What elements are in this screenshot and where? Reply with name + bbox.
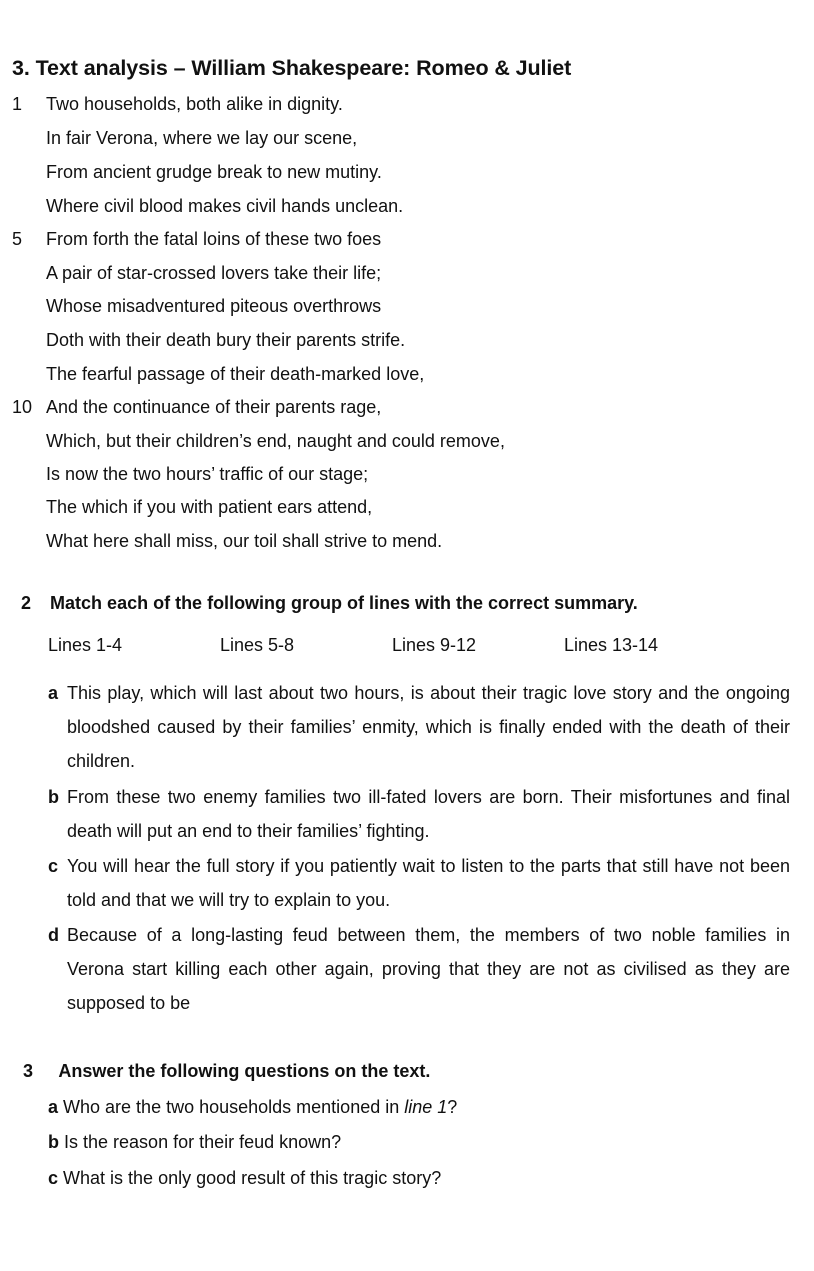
- summary-letter: b: [48, 787, 59, 807]
- line-text: Two households, both alike in dignity.: [46, 94, 343, 114]
- line-text: The fearful passage of their death-marked love,: [46, 364, 425, 384]
- line-group-option: Lines 13-14: [564, 635, 659, 655]
- question-item: [48, 1132, 341, 1153]
- line-group-option: Lines 9-12: [392, 635, 477, 655]
- page-title: 3. Text analysis – William Shakespeare: Romeo & Juliet: [12, 56, 572, 80]
- question-letter: b: [48, 1132, 59, 1152]
- summary-letter: c: [48, 856, 59, 876]
- summary-letter: d: [48, 925, 59, 945]
- line-text: Whose misadventured piteous overthrows: [46, 296, 382, 316]
- exercise-2-heading: [21, 593, 638, 614]
- question-text: [63, 1097, 457, 1117]
- line-number: 10: [12, 397, 33, 417]
- line-text: The which if you with patient ears attend,: [46, 497, 373, 517]
- question-text: Is the reason for their feud known?: [64, 1132, 342, 1152]
- line-text: And the continuance of their parents rage,: [46, 397, 382, 417]
- exercise-3-heading: [23, 1061, 430, 1082]
- line-group-option: Lines 1-4: [48, 635, 123, 655]
- question-letter: c: [48, 1168, 59, 1188]
- question-letter: a: [48, 1097, 59, 1117]
- summary-item: [48, 918, 790, 1020]
- question-text-part: Who are the two households mentioned in: [63, 1097, 405, 1117]
- line-number: 5: [12, 229, 23, 249]
- line-text: Doth with their death bury their parents strife.: [46, 330, 406, 350]
- exercise-instruction: Answer the following questions on the text.: [58, 1061, 431, 1081]
- summary-item: [48, 780, 790, 848]
- summary-text: Because of a long-lasting feud between them, the members of two noble families in Verona start killing each other again, proving that they are not as civilised as they are supposed to be: [67, 925, 790, 1013]
- exercise-number: 3: [23, 1061, 34, 1081]
- line-number: 1: [12, 94, 23, 114]
- summary-text: This play, which will last about two hours, is about their tragic love story and the ongoing bloodshed caused by their families’ enmity, which is finally ended with the death of their children.: [67, 683, 790, 771]
- line-reference: line 1: [404, 1097, 448, 1117]
- line-text: Is now the two hours’ traffic of our stage;: [46, 464, 369, 484]
- line-text: What here shall miss, our toil shall strive to mend.: [46, 531, 443, 551]
- line-text: From forth the fatal loins of these two foes: [46, 229, 382, 249]
- summary-text: You will hear the full story if you patiently wait to listen to the parts that still have not been told and that we will try to explain to you.: [67, 856, 790, 910]
- question-text-part: ?: [447, 1097, 458, 1117]
- summary-letter: a: [48, 683, 59, 703]
- summary-item: [48, 849, 790, 917]
- question-text: What is the only good result of this tragic story?: [63, 1168, 442, 1188]
- line-text: A pair of star-crossed lovers take their life;: [46, 263, 382, 283]
- line-text: Which, but their children’s end, naught and could remove,: [46, 431, 505, 451]
- question-item: [48, 1168, 441, 1189]
- line-group-option: Lines 5-8: [220, 635, 295, 655]
- exercise-number: 2: [21, 593, 32, 613]
- line-text: From ancient grudge break to new mutiny.: [46, 162, 382, 182]
- line-text: Where civil blood makes civil hands unclean.: [46, 196, 404, 216]
- line-text: In fair Verona, where we lay our scene,: [46, 128, 358, 148]
- question-item: [48, 1097, 457, 1118]
- exercise-instruction: Match each of the following group of lines with the correct summary.: [50, 593, 638, 613]
- summary-item: [48, 676, 790, 778]
- summary-text: From these two enemy families two ill-fated lovers are born. Their misfortunes and final death will put an end to their families’ fighting.: [67, 787, 790, 841]
